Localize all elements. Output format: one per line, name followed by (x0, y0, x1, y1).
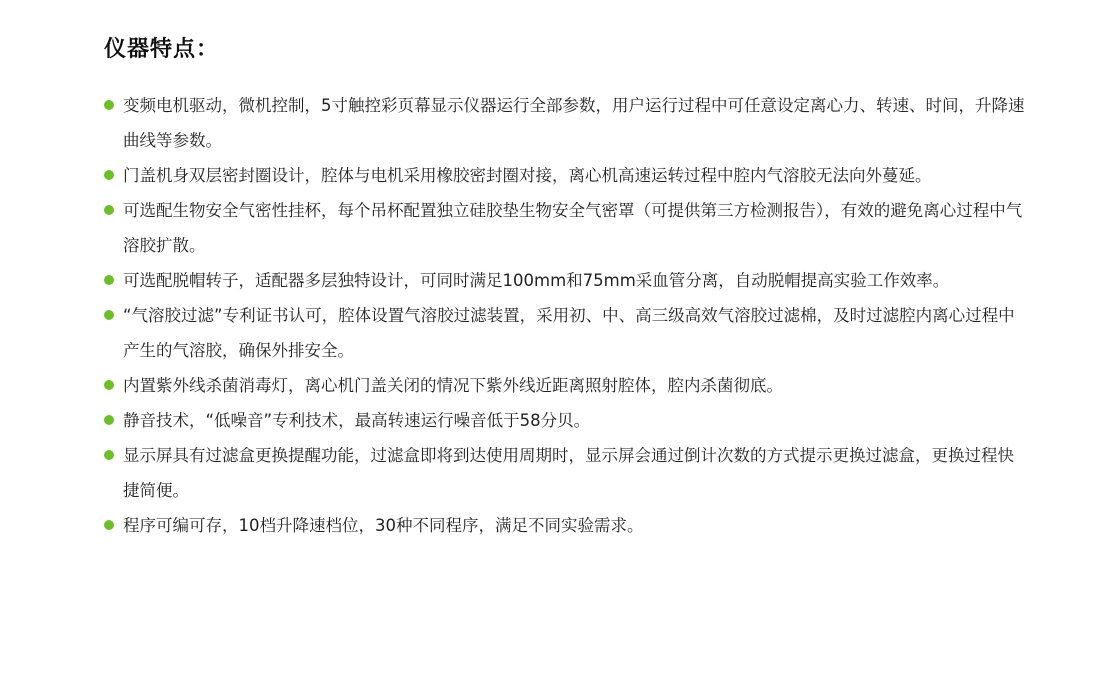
feature-text: 显示屏具有过滤盒更换提醒功能，过滤盒即将到达使用周期时，显示屏会通过倒计次数的方式提示更换过滤盒，更换过程快捷简便。 (123, 446, 1014, 500)
feature-item (104, 88, 1029, 158)
feature-item (104, 298, 1029, 368)
feature-item (104, 368, 1029, 403)
feature-text: 静音技术，“低噪音”专利技术，最高转速运行噪音低于58分贝。 (123, 411, 591, 430)
bullet-icon (104, 100, 114, 110)
bullet-icon (104, 205, 114, 215)
feature-item (104, 403, 1029, 438)
bullet-icon (104, 310, 114, 320)
feature-item (104, 158, 1029, 193)
feature-item (104, 193, 1029, 263)
feature-text: 程序可编可存，10档升降速档位，30种不同程序，满足不同实验需求。 (123, 516, 644, 535)
feature-list (104, 88, 1029, 543)
bullet-icon (104, 275, 114, 285)
page-title: 仪器特点： (104, 37, 220, 62)
feature-text: 变频电机驱动，微机控制，5寸触控彩页幕显示仪器运行全部参数，用户运行过程中可任意设定离心力、转速、时间，升降速曲线等参数。 (123, 96, 1025, 150)
bullet-icon (104, 415, 114, 425)
feature-item (104, 508, 1029, 543)
feature-text: 内置紫外线杀菌消毒灯，离心机门盖关闭的情况下紫外线近距离照射腔体，腔内杀菌彻底。 (123, 376, 783, 395)
feature-text: 门盖机身双层密封圈设计，腔体与电机采用橡胶密封圈对接，离心机高速运转过程中腔内气溶胶无法向外蔓延。 (123, 166, 932, 185)
bullet-icon (104, 380, 114, 390)
bullet-icon (104, 520, 114, 530)
feature-item (104, 263, 1029, 298)
bullet-icon (104, 450, 114, 460)
feature-text: “气溶胶过滤”专利证书认可，腔体设置气溶胶过滤装置，采用初、中、高三级高效气溶胶过滤棉，及时过滤腔内离心过程中产生的气溶胶，确保外排安全。 (123, 306, 1015, 360)
feature-item (104, 438, 1029, 508)
feature-text: 可选配脱帽转子，适配器多层独特设计，可同时满足100mm和75mm采血管分离，自动脱帽提高实验工作效率。 (123, 271, 950, 290)
bullet-icon (104, 170, 114, 180)
feature-text: 可选配生物安全气密性挂杯，每个吊杯配置独立硅胶垫生物安全气密罩（可提供第三方检测报告），有效的避免离心过程中气溶胶扩散。 (123, 201, 1023, 255)
